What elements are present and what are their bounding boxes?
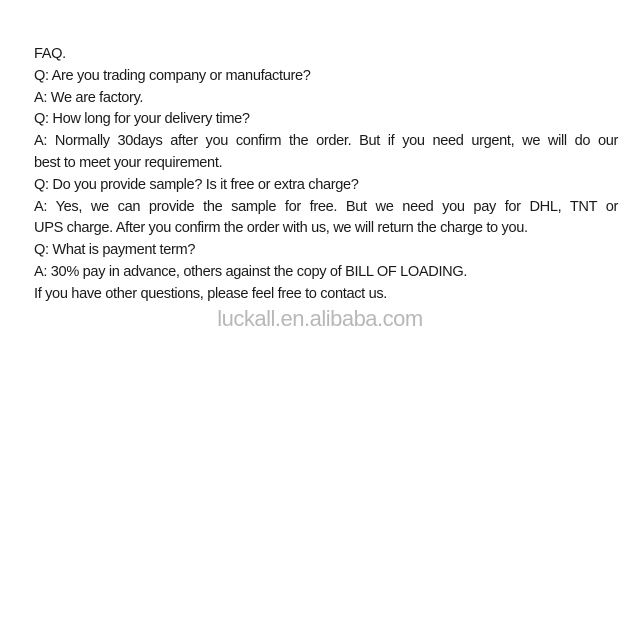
faq-closing-note: If you have other questions, please feel free to contact us. (34, 285, 387, 302)
faq-heading: FAQ. (34, 46, 66, 62)
faq-question-4: Q: What is payment term? (34, 242, 196, 259)
watermark-text: luckall.en.alibaba.com (217, 306, 423, 331)
faq-section (34, 44, 618, 306)
faq-answer-1: A: We are factory. (34, 89, 144, 106)
faq-answer-2-line-1: A: Normally 30days after you confirm the order. But if you need urgent, we will do our (34, 133, 618, 150)
faq-question-2: Q: How long for your delivery time? (34, 111, 250, 128)
faq-question-1: Q: Are you trading company or manufacture? (34, 67, 311, 84)
faq-question-3: Q: Do you provide sample? Is it free or extra charge? (34, 176, 359, 193)
faq-answer-3-line-2: UPS charge. After you confirm the order with us, we will return the charge to you. (34, 220, 528, 237)
faq-answer-3-line-1: A: Yes, we can provide the sample for free. But we need you pay for DHL, TNT or (34, 198, 618, 215)
faq-answer-4: A: 30% pay in advance, others against the copy of BILL OF LOADING. (34, 263, 468, 280)
faq-answer-2-line-2: best to meet your requirement. (34, 154, 223, 171)
